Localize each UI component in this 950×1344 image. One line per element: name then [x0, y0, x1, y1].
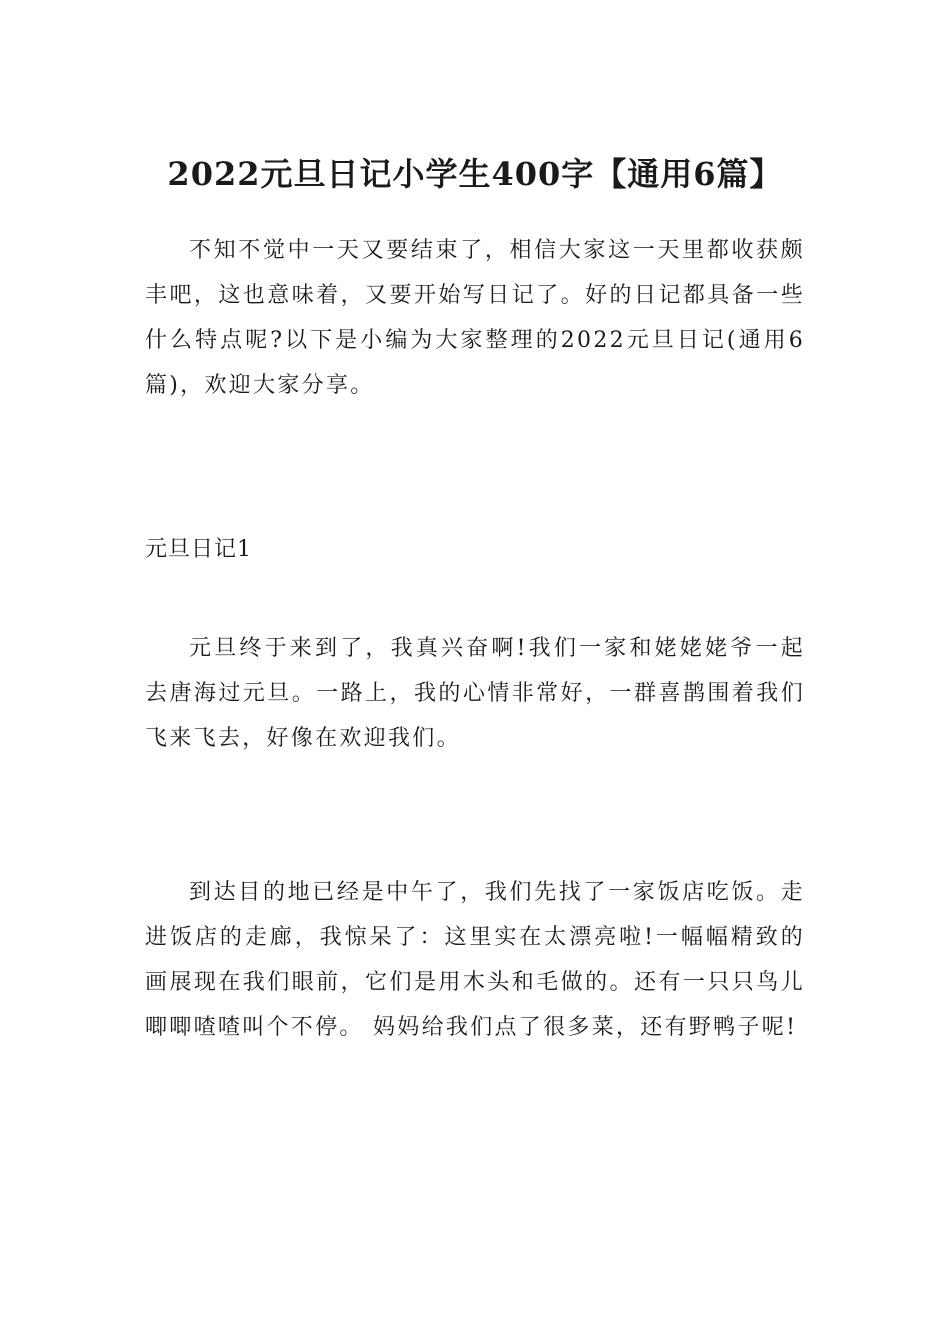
document-title: 2022元旦日记小学生400字【通用6篇】 [167, 155, 783, 194]
section-heading: 元旦日记1 [145, 537, 252, 562]
body-paragraph: 到达目的地已经是中午了，我们先找了一家饭店吃饭。走进饭店的走廊，我惊呆了：这里实在太漂亮啦!一幅幅精致的画展现在我们眼前，它们是用木头和毛做的。还有一只只鸟儿唧唧喳喳叫个不停。 妈妈给我们点了很多菜，还有野鸭子呢! [145, 880, 805, 1040]
body-paragraph: 元旦终于来到了，我真兴奋啊!我们一家和姥姥姥爷一起去唐海过元旦。一路上，我的心情非常好，一群喜鹊围着我们飞来飞去，好像在欢迎我们。 [145, 636, 805, 751]
intro-paragraph: 不知不觉中一天又要结束了，相信大家这一天里都收获颇丰吧，这也意味着，又要开始写日记了。好的日记都具备一些什么特点呢?以下是小编为大家整理的2022元旦日记(通用6篇)，欢迎大家分享。 [145, 238, 805, 398]
